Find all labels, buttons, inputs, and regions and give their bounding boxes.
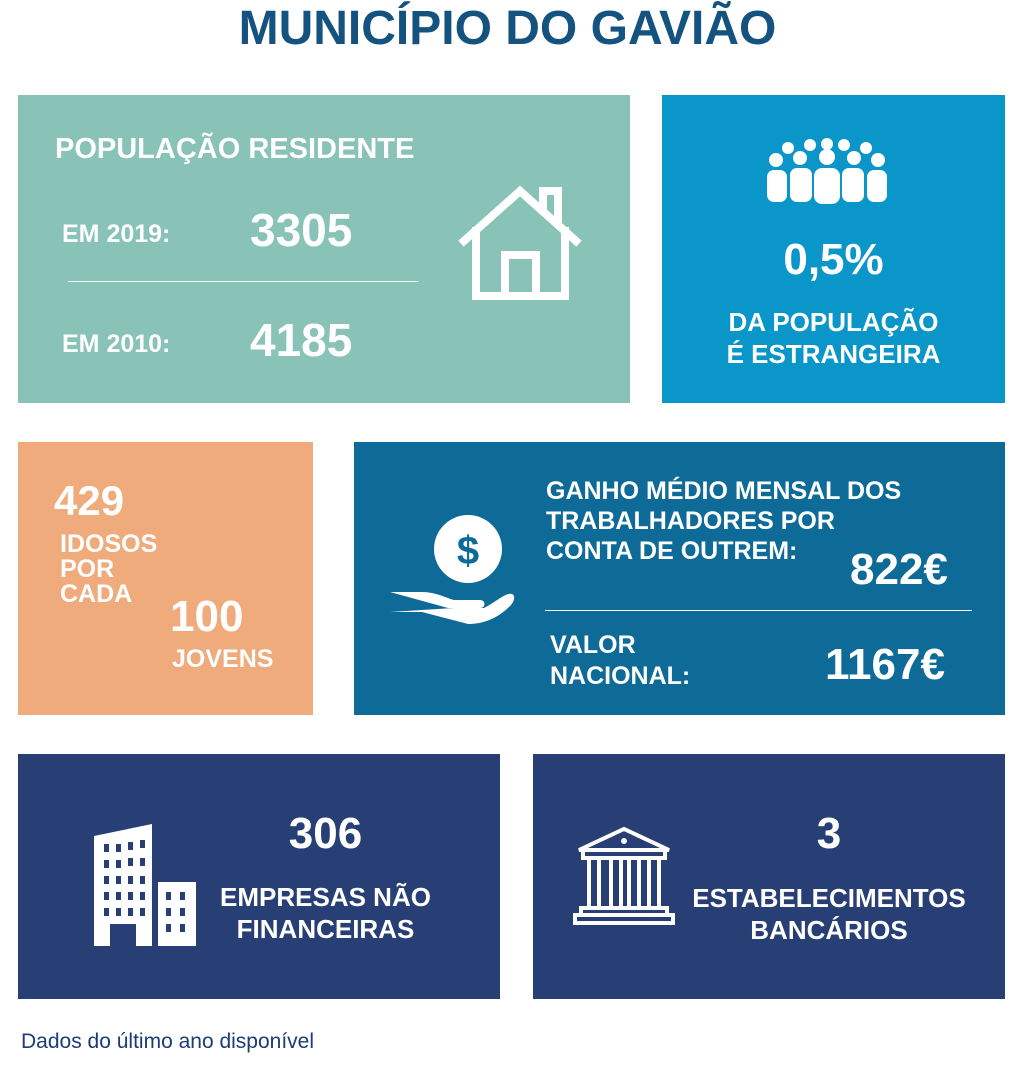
year-2010-value: 4185	[250, 314, 353, 366]
banks-count: 3	[816, 809, 842, 858]
buildings-icon	[94, 824, 196, 946]
page-title: MUNICÍPIO DO GAVIÃO	[238, 2, 777, 55]
youth-label: JOVENS	[172, 645, 274, 673]
earnings-divider	[545, 610, 972, 611]
earnings-line-3: CONTA DE OUTREM:	[546, 537, 798, 565]
hand-coin-icon	[388, 512, 516, 627]
earnings-line-2: TRABALHADORES POR	[546, 507, 835, 535]
foreign-line-2: É ESTRANGEIRA	[726, 339, 941, 369]
banks-line-1: ESTABELECIMENTOS	[692, 883, 966, 913]
earnings-line-1: GANHO MÉDIO MENSAL DOS	[546, 477, 902, 505]
year-2010-label: EM 2010:	[62, 330, 171, 358]
youth-count: 100	[170, 592, 244, 641]
national-line-2: NACIONAL:	[550, 662, 691, 690]
banks-line-2: BANCÁRIOS	[750, 915, 908, 945]
aging-line-1: IDOSOS	[60, 530, 158, 558]
companies-line-1: EMPRESAS NÃO	[220, 882, 431, 912]
population-divider	[68, 281, 418, 282]
house-icon	[458, 183, 583, 303]
footer-note: Dados do último ano disponível	[21, 1030, 315, 1053]
foreign-percent: 0,5%	[783, 235, 884, 284]
local-earnings-value: 822€	[850, 545, 948, 594]
people-group-icon	[766, 138, 888, 208]
aging-line-2: POR	[60, 555, 115, 583]
aging-index-card	[18, 442, 313, 715]
year-2019-label: EM 2019:	[62, 220, 171, 248]
companies-count: 306	[288, 809, 363, 858]
year-2019-value: 3305	[250, 204, 353, 256]
elderly-count: 429	[54, 477, 125, 524]
earnings-card	[354, 442, 1005, 715]
bank-icon	[573, 826, 675, 926]
banks-card	[533, 754, 1005, 999]
foreign-line-1: DA POPULAÇÃO	[728, 307, 939, 337]
national-earnings-value: 1167€	[825, 640, 945, 689]
population-heading: POPULAÇÃO RESIDENTE	[55, 133, 415, 165]
svg-text:$: $	[456, 529, 480, 573]
foreign-population-card	[662, 95, 1005, 403]
companies-line-2: FINANCEIRAS	[236, 914, 415, 944]
national-line-1: VALOR	[550, 631, 636, 659]
aging-line-3: CADA	[60, 580, 133, 608]
companies-card	[18, 754, 500, 999]
population-card	[18, 95, 630, 403]
